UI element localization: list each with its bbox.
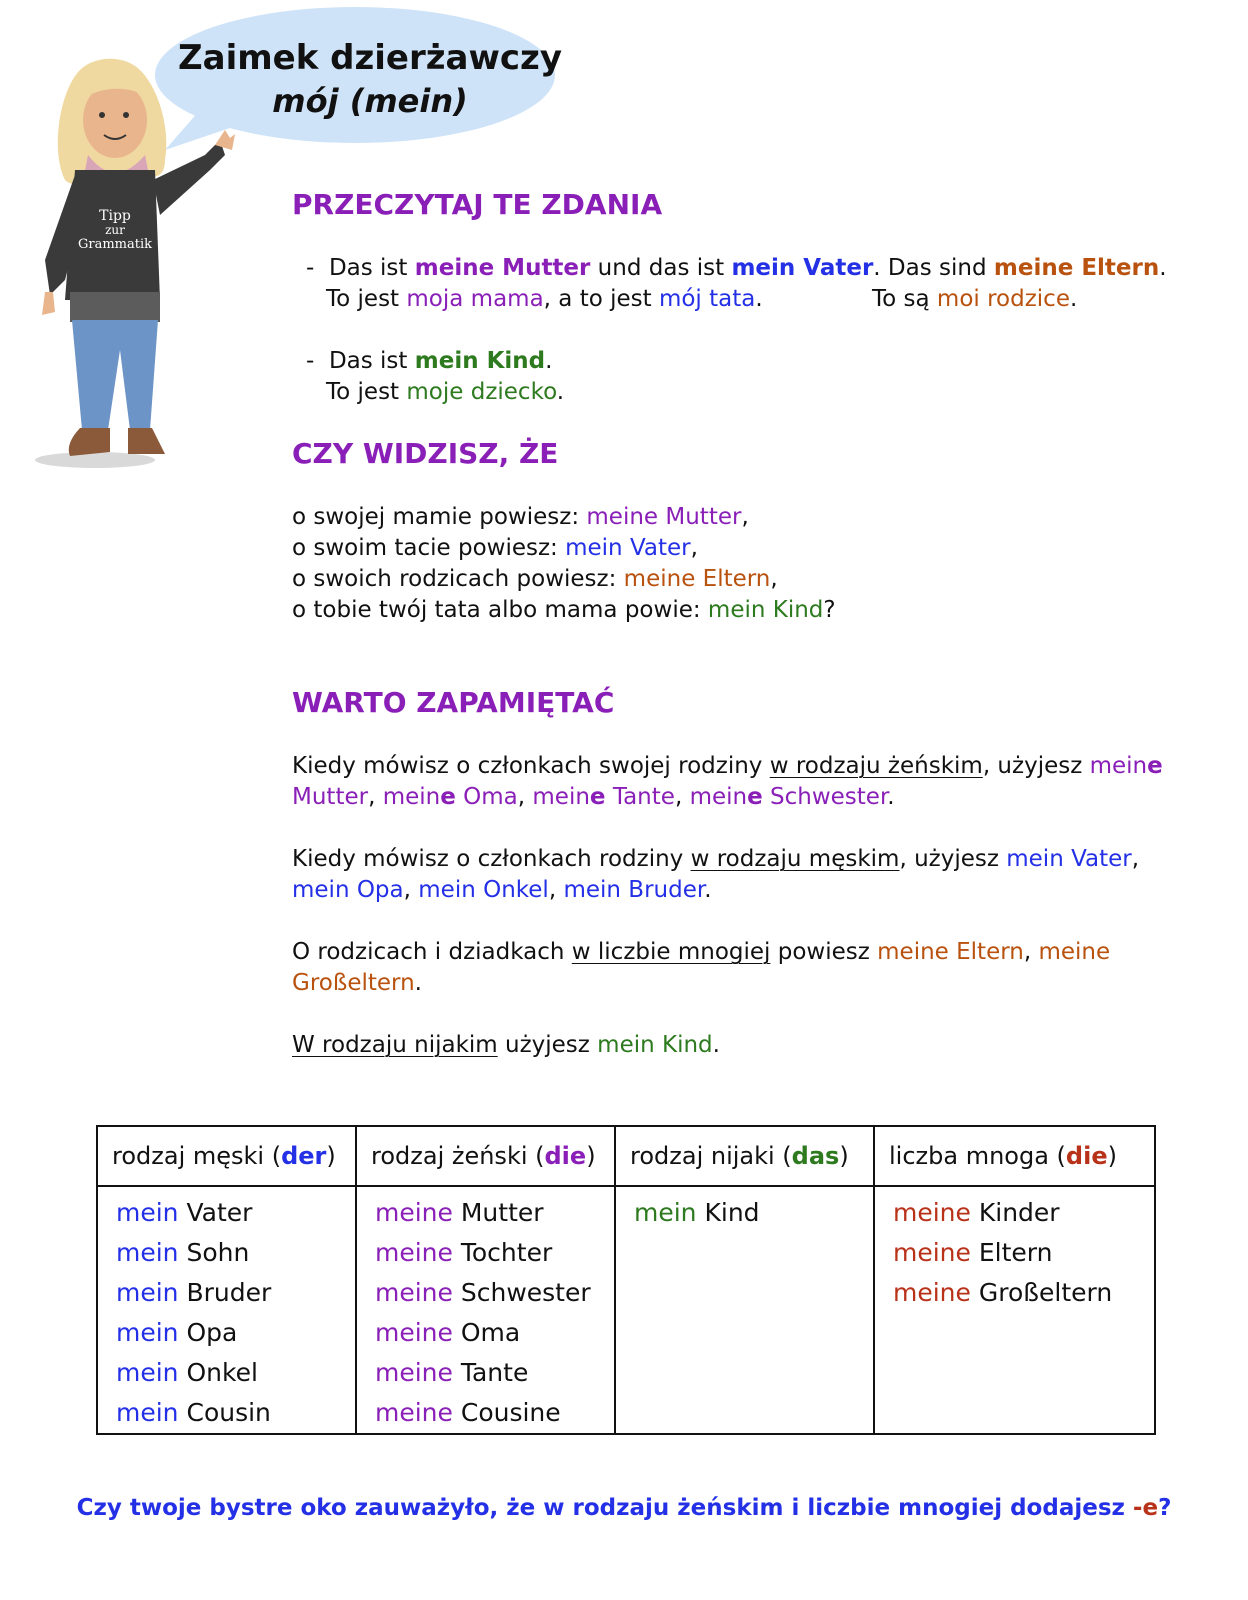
rule-masculine-line1: Kiedy mówisz o członkach rodziny w rodzaju męskim, użyjesz mein Vater, xyxy=(292,846,1140,872)
list-item: mein Cousin xyxy=(116,1398,271,1427)
column-header-plural: liczba mnoga (die) xyxy=(875,1127,1154,1187)
list-item: meine Cousine xyxy=(375,1398,561,1427)
sentence2-polish: To jest moje dziecko. xyxy=(326,379,565,405)
sentence2-german: - Das ist mein Kind. xyxy=(306,348,553,374)
rule-neuter: W rodzaju nijakim użyjesz mein Kind. xyxy=(292,1032,720,1058)
sentence1-polish: To jest moja mama, a to jest mój tata. xyxy=(326,286,763,312)
list-item: meine Schwester xyxy=(375,1278,591,1307)
list-item: mein Onkel xyxy=(116,1358,258,1387)
list-item: meine Tochter xyxy=(375,1238,553,1267)
column-plural xyxy=(873,1127,1154,1433)
rule-feminine-line2: Mutter, meine Oma, meine Tante, meine Schwester. xyxy=(292,784,895,810)
column-masculine xyxy=(98,1127,355,1433)
sentence1-polish-plural: To są moi rodzice. xyxy=(872,286,1078,312)
list-item: meine Mutter xyxy=(375,1198,544,1227)
list-item: meine Oma xyxy=(375,1318,521,1347)
notice-line-child: o tobie twój tata albo mama powie: mein Kind? xyxy=(292,597,836,623)
rule-masculine-line2: mein Opa, mein Onkel, mein Bruder. xyxy=(292,877,712,903)
shirt-text-2: zur xyxy=(105,223,125,237)
page-title: Zaimek dzierżawczy xyxy=(177,38,563,78)
column-feminine xyxy=(355,1127,614,1433)
footer-question: Czy twoje bystre oko zauważyło, że w rodzaju żeńskim i liczbie mnogiej dodajesz -e? xyxy=(76,1495,1172,1521)
section-heading-read: PRZECZYTAJ TE ZDANIA xyxy=(292,188,663,221)
column-header-feminine: rodzaj żeński (die) xyxy=(357,1127,614,1187)
rule-feminine-line1: Kiedy mówisz o członkach swojej rodziny w rodzaju żeńskim, użyjesz meine xyxy=(292,753,1163,779)
page-subtitle: mój (mein) xyxy=(272,82,468,120)
notice-line-parents: o swoich rodzicach powiesz: meine Eltern, xyxy=(292,566,778,592)
list-item: meine Kinder xyxy=(893,1198,1060,1227)
list-item: meine Eltern xyxy=(893,1238,1053,1267)
list-item: mein Kind xyxy=(634,1198,760,1227)
list-item: meine Tante xyxy=(375,1358,529,1387)
shirt-text-1: Tipp xyxy=(99,208,131,224)
rule-plural-line2: Großeltern. xyxy=(292,970,422,996)
list-item: mein Vater xyxy=(116,1198,253,1227)
teacher-character-illustration xyxy=(20,30,250,490)
column-header-neuter: rodzaj nijaki (das) xyxy=(616,1127,873,1187)
section-heading-remember: WARTO ZAPAMIĘTAĆ xyxy=(292,686,615,719)
list-item: mein Bruder xyxy=(116,1278,272,1307)
shirt-text-3: Grammatik xyxy=(77,237,153,252)
sentence1-german: - Das ist meine Mutter und das ist mein Vater. Das sind meine Eltern. xyxy=(306,255,1167,281)
column-header-masculine: rodzaj męski (der) xyxy=(98,1127,355,1187)
notice-line-father: o swoim tacie powiesz: mein Vater, xyxy=(292,535,698,561)
list-item: mein Opa xyxy=(116,1318,238,1347)
section-heading-notice: CZY WIDZISZ, ŻE xyxy=(292,437,559,470)
list-item: mein Sohn xyxy=(116,1238,250,1267)
column-neuter xyxy=(614,1127,873,1433)
possessive-table xyxy=(96,1125,1156,1435)
rule-plural-line1: O rodzicach i dziadkach w liczbie mnogiej powiesz meine Eltern, meine xyxy=(292,939,1111,965)
notice-line-mother: o swojej mamie powiesz: meine Mutter, xyxy=(292,504,749,530)
list-item: meine Großeltern xyxy=(893,1278,1113,1307)
